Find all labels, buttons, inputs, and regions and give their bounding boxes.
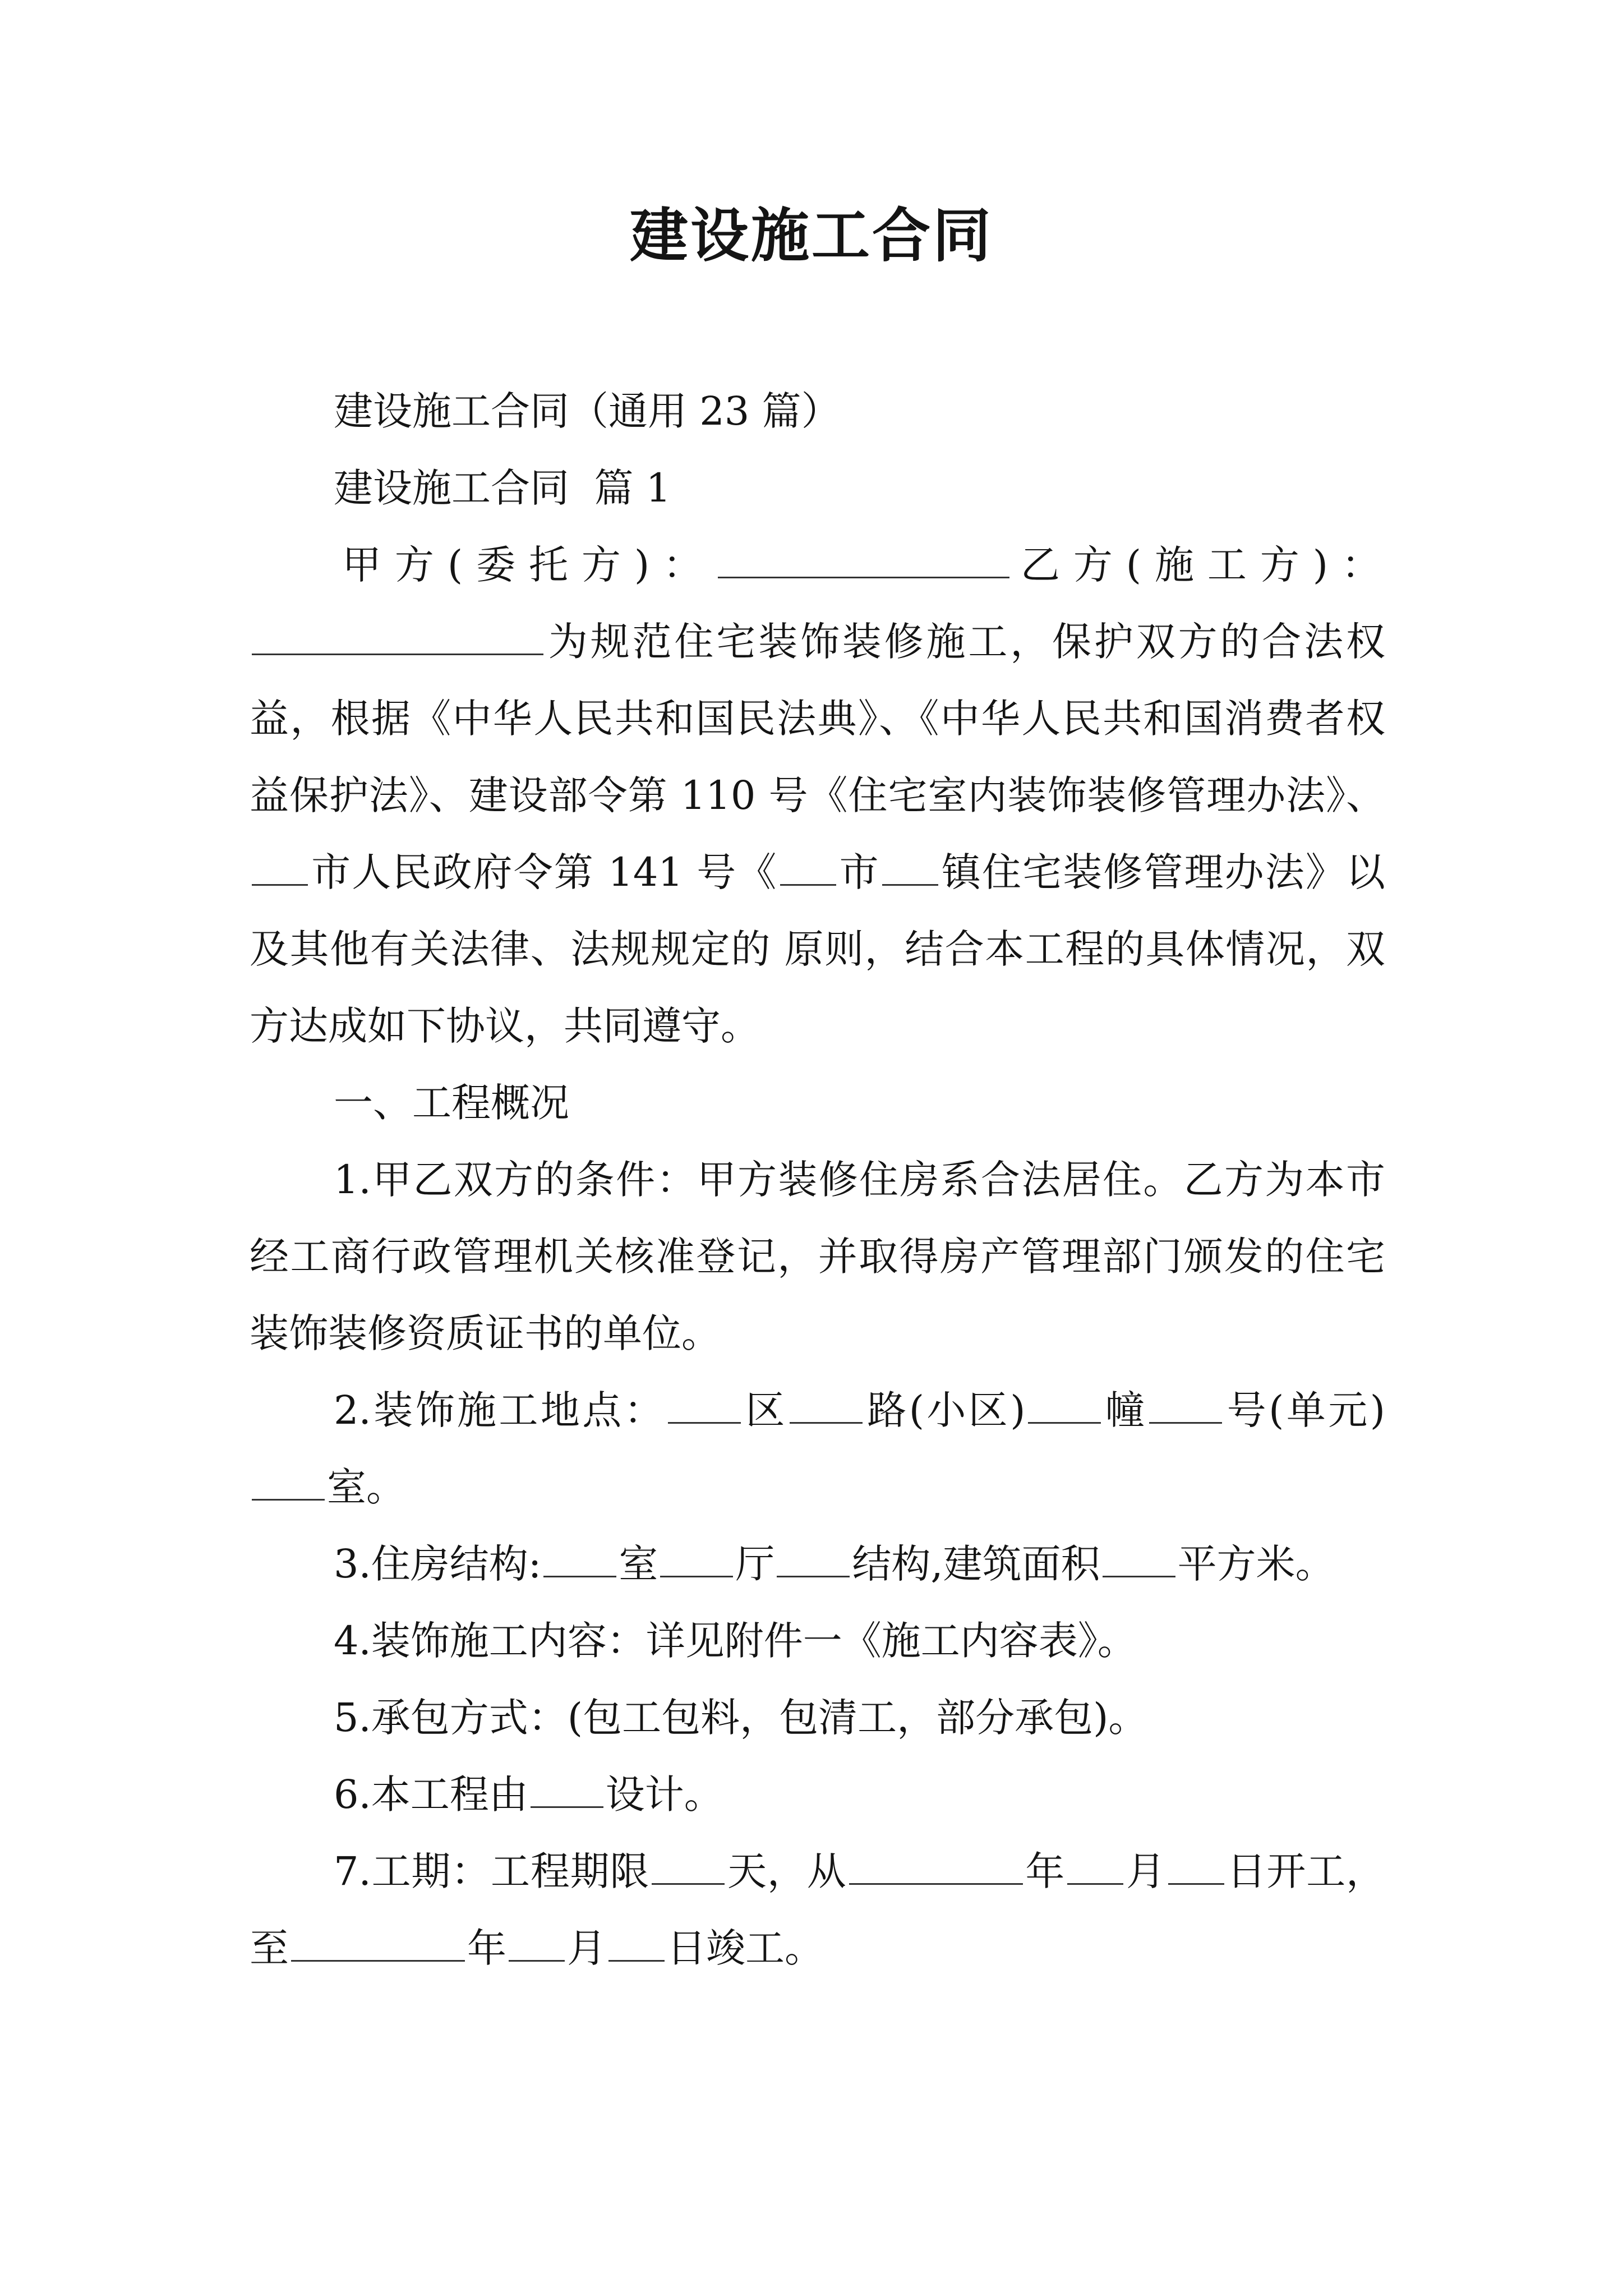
item-2-room: 室。: [327, 1464, 405, 1510]
section-1-heading: 一、工程概况: [334, 1080, 569, 1126]
item-3-lead: 3.住房结构:: [334, 1541, 542, 1587]
item-2-building: 幢: [1103, 1387, 1147, 1433]
start-month-blank: [1067, 1848, 1123, 1885]
item-7-lead: 7.工期：工程期限: [334, 1848, 650, 1894]
road-blank: [790, 1387, 863, 1424]
end-year-blank: [291, 1925, 465, 1962]
city-blank-2: [780, 849, 836, 886]
days-blank: [652, 1848, 725, 1885]
item-7-year2: 年: [467, 1925, 506, 1971]
item-7-start: 日开工，至: [250, 1848, 1386, 1971]
preamble-text-2: 市人民政府令第 141 号《: [310, 849, 778, 895]
item-2-road: 路(小区): [864, 1387, 1026, 1433]
item-3-rooms: 室: [619, 1541, 658, 1587]
item-3-structure: 结构,建筑面积: [852, 1541, 1100, 1587]
item-7-month2: 月: [567, 1925, 606, 1971]
item-5: 5.承包方式：(包工包料，包清工，部分承包)。: [334, 1695, 1148, 1741]
preamble-text-3: 市: [838, 849, 880, 895]
start-day-blank: [1168, 1848, 1224, 1885]
item-7-month: 月: [1126, 1848, 1166, 1894]
preamble-text-4: 镇住宅装修管理办法》以及其他有关法律、法规规定的 原则，结合本工程的具体情况，双方达成如下协议，共同遵守。: [250, 849, 1385, 1049]
number-blank: [1149, 1387, 1222, 1424]
town-blank: [882, 849, 938, 886]
subtitle: 建设施工合同（通用 23 篇）: [334, 388, 841, 434]
end-month-blank: [509, 1925, 565, 1962]
party-b-blank: [252, 619, 543, 655]
item-3: [250, 1526, 1385, 1603]
preamble-paragraph: [250, 604, 1385, 1065]
document-title: 建设施工合同: [629, 201, 993, 270]
item-2-unit: 号(单元): [1224, 1387, 1386, 1433]
party-b-label: 乙方(施工方)：: [1012, 542, 1385, 588]
designer-blank: [531, 1772, 603, 1808]
item-2-district: 区: [743, 1387, 787, 1433]
start-year-blank: [849, 1848, 1023, 1885]
item-6: [250, 1756, 1385, 1833]
area-blank: [1103, 1541, 1175, 1577]
item-7: [250, 1833, 1385, 1987]
item-4: 4.装饰施工内容：详见附件一《施工内容表》。: [334, 1618, 1137, 1664]
party-a-label: 甲方(委托方)：: [342, 542, 716, 588]
rooms-blank: [543, 1541, 616, 1577]
section-heading: 建设施工合同 篇 1: [334, 465, 671, 511]
room-blank: [252, 1464, 325, 1501]
item-6-lead: 6.本工程由: [334, 1772, 528, 1818]
end-day-blank: [608, 1925, 665, 1962]
structure-blank: [777, 1541, 850, 1577]
item-2: [250, 1372, 1385, 1526]
halls-blank: [660, 1541, 733, 1577]
item-7-year: 年: [1025, 1848, 1066, 1894]
item-1: 1.甲乙双方的条件：甲方装修住房系合法居住。乙方为本市经工商行政管理机关核准登记，并取得房产管理部门颁发的住宅装饰装修资质证书的单位。: [250, 1157, 1385, 1356]
item-3-halls: 厅: [735, 1541, 775, 1587]
preamble-text-1: 为规范住宅装饰装修施工，保护双方的合法权益，根据《中华人民共和国民法典》、《中华人民共和国消费者权益保护法》、建设部令第 110 号《住宅室内装饰装修管理办法》、: [250, 619, 1385, 818]
building-blank: [1028, 1387, 1101, 1424]
party-a-blank: [718, 542, 1009, 578]
item-7-days: 天，从: [727, 1848, 847, 1894]
district-blank: [668, 1387, 741, 1424]
parties-line: [250, 527, 1385, 604]
item-7-end: 日竣工。: [667, 1925, 824, 1971]
item-6-tail: 设计。: [605, 1772, 723, 1818]
document-body: [250, 373, 1385, 1987]
city-blank: [252, 849, 308, 886]
item-3-unit: 平方米。: [1177, 1541, 1335, 1587]
item-2-lead: 2.装饰施工地点：: [334, 1387, 666, 1433]
